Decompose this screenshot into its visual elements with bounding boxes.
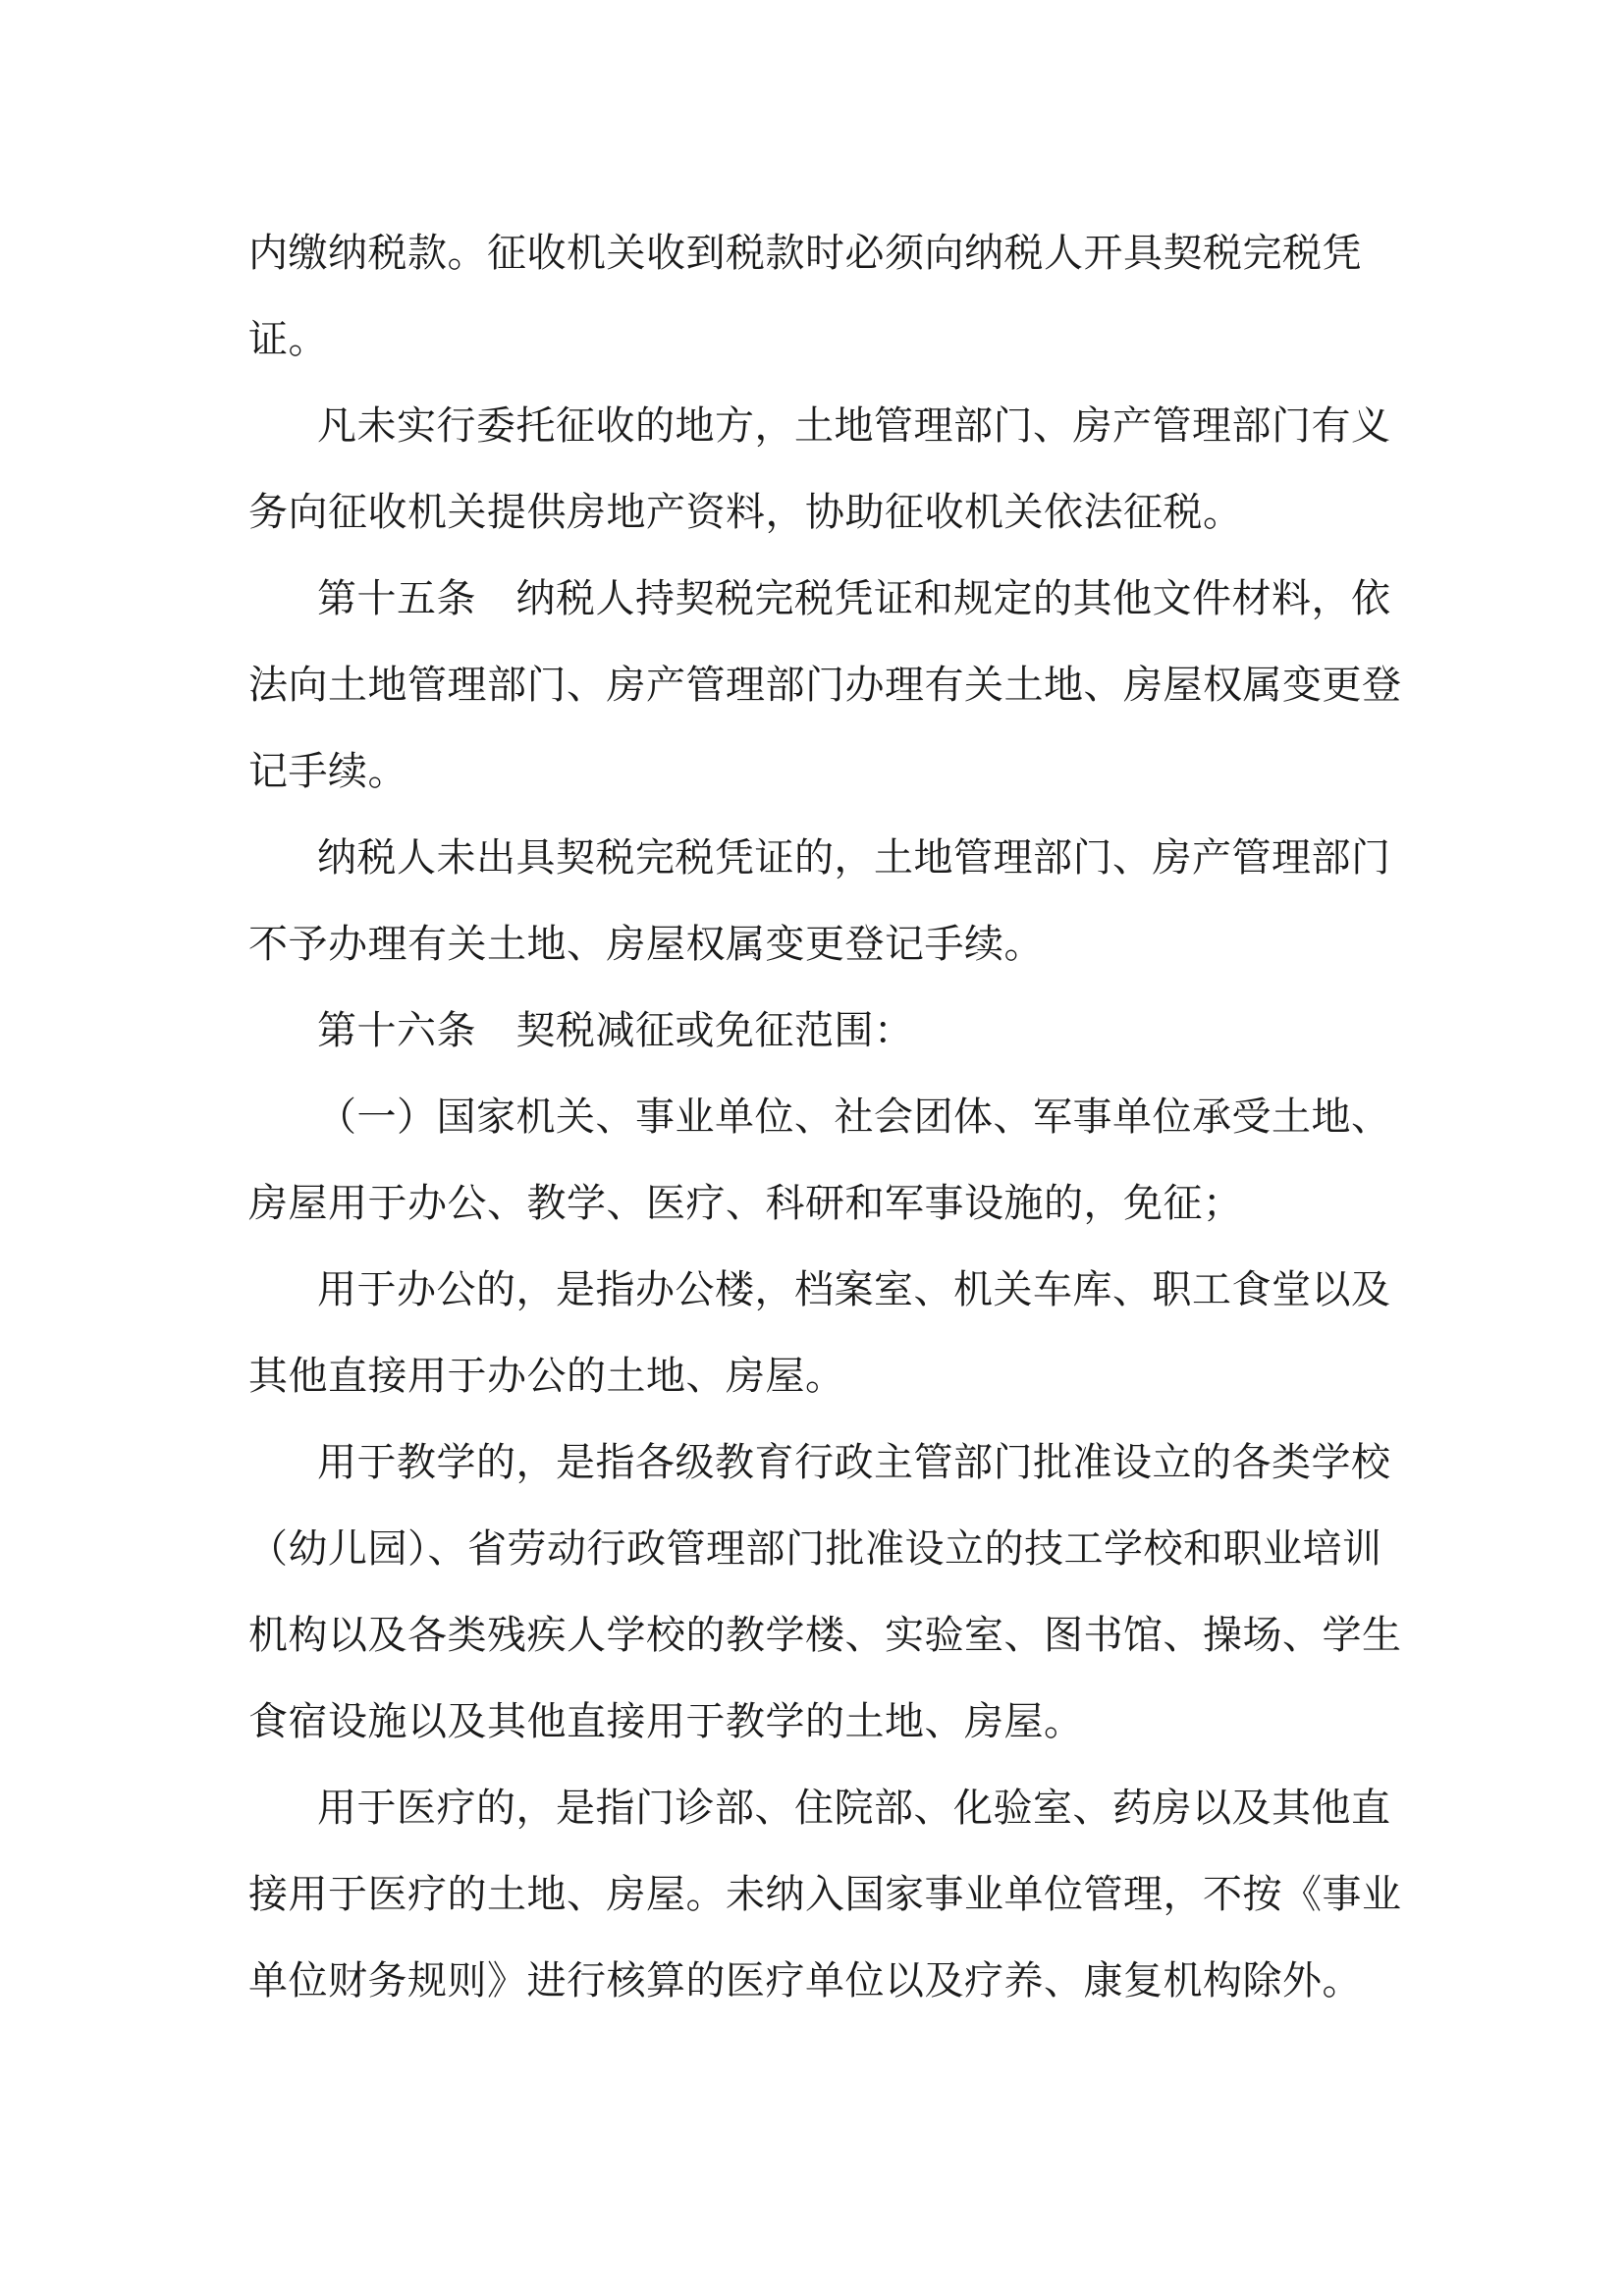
text-line: 不予办理有关土地、房屋权属变更登记手续。 xyxy=(248,922,1044,967)
text-line: 纳税人未出具契税完税凭证的，土地管理部门、房产管理部门 xyxy=(317,835,1391,881)
text-line: 证。 xyxy=(248,317,328,362)
text-line: 法向土地管理部门、房产管理部门办理有关土地、房屋权属变更登 xyxy=(248,663,1402,708)
text-line: 第十五条 纳税人持契税完税凭证和规定的其他文件材料，依 xyxy=(317,576,1391,621)
text-line: 第十六条 契税减征或免征范围： xyxy=(317,1008,914,1053)
text-line: 用于办公的，是指办公楼，档案室、机关车库、职工食堂以及 xyxy=(317,1267,1391,1312)
text-line: 记手续。 xyxy=(248,749,407,794)
text-line: （一）国家机关、事业单位、社会团体、军事单位承受土地、 xyxy=(317,1095,1391,1140)
text-line: 内缴纳税款。征收机关收到税款时必须向纳税人开具契税完税凭 xyxy=(248,231,1362,276)
text-line: 食宿设施以及其他直接用于教学的土地、房屋。 xyxy=(248,1699,1084,1744)
text-line: 凡未实行委托征收的地方，土地管理部门、房产管理部门有义 xyxy=(317,403,1391,449)
text-line: 务向征收机关提供房地产资料，协助征收机关依法征税。 xyxy=(248,490,1243,535)
text-line: 房屋用于办公、教学、医疗、科研和军事设施的，免征； xyxy=(248,1181,1243,1226)
text-line: 用于教学的，是指各级教育行政主管部门批准设立的各类学校 xyxy=(317,1440,1391,1485)
text-line: （幼儿园）、省劳动行政管理部门批准设立的技工学校和职业培训 xyxy=(248,1526,1382,1572)
text-line: 用于医疗的，是指门诊部、住院部、化验室、药房以及其他直 xyxy=(317,1786,1391,1831)
text-line: 接用于医疗的土地、房屋。未纳入国家事业单位管理，不按《事业 xyxy=(248,1872,1402,1917)
document-body xyxy=(248,210,1402,2024)
text-line: 其他直接用于办公的土地、房屋。 xyxy=(248,1354,845,1399)
text-line: 单位财务规则》进行核算的医疗单位以及疗养、康复机构除外。 xyxy=(248,1958,1362,2003)
text-line: 机构以及各类残疾人学校的教学楼、实验室、图书馆、操场、学生 xyxy=(248,1613,1402,1658)
